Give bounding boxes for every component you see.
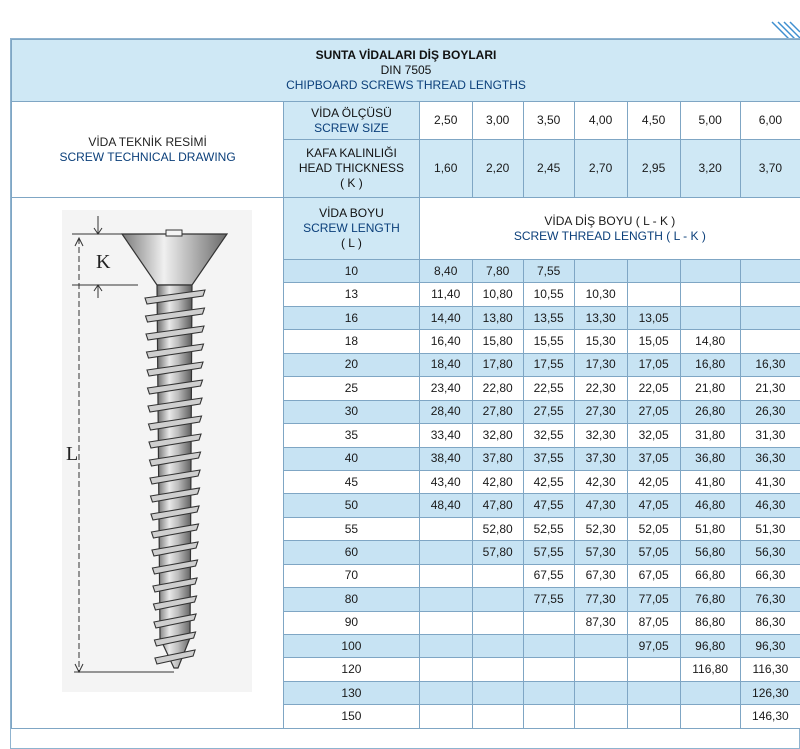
thread-length-value: 10,80 [472, 283, 523, 306]
thread-length-value [419, 635, 472, 658]
screw-length-header [284, 198, 420, 260]
screw-length-value: 130 [284, 681, 420, 704]
thread-length-value: 16,40 [419, 330, 472, 353]
k-dimension-label: K [96, 251, 111, 273]
thread-length-value: 31,80 [680, 424, 740, 447]
thread-length-value: 116,30 [740, 658, 800, 681]
thread-length-value [627, 681, 680, 704]
thread-length-value: 52,30 [574, 517, 627, 540]
thread-length-value [627, 658, 680, 681]
screw-size-header-english: SCREW SIZE [314, 120, 389, 135]
thread-length-value: 15,05 [627, 330, 680, 353]
thread-length-value [680, 705, 740, 729]
screw-size-header-turkish: VİDA ÖLÇÜSÜ [311, 105, 392, 120]
thread-length-value: 76,30 [740, 588, 800, 611]
screw-length-value: 18 [284, 330, 420, 353]
thread-length-value: 14,40 [419, 306, 472, 329]
thread-length-value [574, 260, 627, 283]
thread-length-value: 42,80 [472, 470, 523, 493]
thread-length-value [419, 705, 472, 729]
thread-length-value: 47,05 [627, 494, 680, 517]
thread-length-value [419, 658, 472, 681]
thread-length-value [419, 541, 472, 564]
drawing-label-cell [12, 102, 284, 198]
thread-length-value: 77,30 [574, 588, 627, 611]
thread-length-value: 22,05 [627, 377, 680, 400]
thread-length-value: 42,30 [574, 470, 627, 493]
thread-length-header-english: SCREW THREAD LENGTH ( L - K ) [513, 228, 706, 243]
thread-length-value [419, 611, 472, 634]
thread-length-value: 87,30 [574, 611, 627, 634]
thread-length-value: 76,80 [680, 588, 740, 611]
head-thickness-header-symbol: ( K ) [340, 176, 363, 190]
thread-length-value: 13,80 [472, 306, 523, 329]
thread-length-value: 51,30 [740, 517, 800, 540]
screw-length-value: 25 [284, 377, 420, 400]
screw-size-value: 4,50 [627, 102, 680, 140]
thread-length-value: 15,30 [574, 330, 627, 353]
thread-length-value: 32,55 [523, 424, 574, 447]
screw-size-value: 5,00 [680, 102, 740, 140]
screw-length-value: 16 [284, 306, 420, 329]
screw-length-value: 70 [284, 564, 420, 587]
title-turkish: SUNTA VİDALARI DİŞ BOYLARI [315, 48, 497, 62]
thread-length-value: 86,80 [680, 611, 740, 634]
screw-length-value: 90 [284, 611, 420, 634]
thread-length-value: 15,55 [523, 330, 574, 353]
thread-length-value [740, 306, 800, 329]
thread-length-value: 47,80 [472, 494, 523, 517]
screw-technical-drawing [12, 198, 277, 728]
screw-length-value: 100 [284, 635, 420, 658]
thread-length-value: 51,80 [680, 517, 740, 540]
thread-length-value [574, 681, 627, 704]
thread-length-value: 67,55 [523, 564, 574, 587]
thread-length-value: 31,30 [740, 424, 800, 447]
thread-length-value: 22,55 [523, 377, 574, 400]
thread-length-value [472, 635, 523, 658]
thread-length-value: 18,40 [419, 353, 472, 376]
thread-length-value [472, 681, 523, 704]
thread-length-value: 21,30 [740, 377, 800, 400]
head-thickness-header-english: HEAD THICKNESS [298, 161, 404, 175]
thread-length-value: 52,80 [472, 517, 523, 540]
thread-length-value: 11,40 [419, 283, 472, 306]
thread-length-value: 23,40 [419, 377, 472, 400]
thread-length-value: 33,40 [419, 424, 472, 447]
thread-length-value [419, 681, 472, 704]
thread-length-value: 21,80 [680, 377, 740, 400]
screw-length-value: 50 [284, 494, 420, 517]
thread-length-value: 17,30 [574, 353, 627, 376]
thread-length-value: 36,80 [680, 447, 740, 470]
thread-length-value: 77,55 [523, 588, 574, 611]
thread-length-value [523, 635, 574, 658]
thread-length-value: 87,05 [627, 611, 680, 634]
screw-length-value: 120 [284, 658, 420, 681]
thread-length-value: 116,80 [680, 658, 740, 681]
thread-length-value: 42,05 [627, 470, 680, 493]
thread-length-value: 52,55 [523, 517, 574, 540]
screw-length-value: 80 [284, 588, 420, 611]
screw-size-value: 3,50 [523, 102, 574, 140]
thread-length-value: 10,30 [574, 283, 627, 306]
thread-length-value [472, 588, 523, 611]
screw-length-value: 45 [284, 470, 420, 493]
head-thickness-value: 1,60 [419, 140, 472, 198]
thread-length-value: 10,55 [523, 283, 574, 306]
screw-length-value: 40 [284, 447, 420, 470]
thread-length-value [680, 306, 740, 329]
thread-length-value [627, 705, 680, 729]
thread-length-value [574, 705, 627, 729]
thread-length-value [472, 611, 523, 634]
screw-length-value: 150 [284, 705, 420, 729]
thread-length-value [627, 260, 680, 283]
thread-length-value: 57,30 [574, 541, 627, 564]
thread-length-value: 146,30 [740, 705, 800, 729]
head-thickness-value: 3,20 [680, 140, 740, 198]
head-thickness-value: 2,95 [627, 140, 680, 198]
thread-length-value: 86,30 [740, 611, 800, 634]
thread-length-header [419, 198, 800, 260]
drawing-label-turkish: VİDA TEKNİK RESİMİ [88, 134, 207, 149]
thread-length-value: 17,05 [627, 353, 680, 376]
thread-length-value: 22,80 [472, 377, 523, 400]
thread-length-value [523, 611, 574, 634]
thread-length-value: 13,55 [523, 306, 574, 329]
thread-length-value: 77,05 [627, 588, 680, 611]
thread-length-value: 22,30 [574, 377, 627, 400]
thread-length-value [680, 283, 740, 306]
thread-length-value: 66,30 [740, 564, 800, 587]
thread-length-value [680, 260, 740, 283]
thread-length-value: 26,80 [680, 400, 740, 423]
thread-length-value: 8,40 [419, 260, 472, 283]
screw-length-value: 35 [284, 424, 420, 447]
screw-length-value: 10 [284, 260, 420, 283]
screw-size-value: 2,50 [419, 102, 472, 140]
screw-length-header-symbol: ( L ) [340, 236, 362, 250]
thread-length-value: 36,30 [740, 447, 800, 470]
screw-length-value: 60 [284, 541, 420, 564]
thread-length-value: 56,30 [740, 541, 800, 564]
thread-length-value: 13,05 [627, 306, 680, 329]
thread-length-value: 27,05 [627, 400, 680, 423]
screw-length-value: 20 [284, 353, 420, 376]
thread-length-value [680, 681, 740, 704]
thread-length-value [472, 564, 523, 587]
thread-length-value [419, 517, 472, 540]
screw-size-value: 3,00 [472, 102, 523, 140]
thread-length-value: 47,30 [574, 494, 627, 517]
thread-length-table-frame [10, 38, 800, 749]
thread-length-value: 32,05 [627, 424, 680, 447]
thread-length-value: 57,05 [627, 541, 680, 564]
thread-length-value [472, 658, 523, 681]
title-english: CHIPBOARD SCREWS THREAD LENGTHS [286, 78, 526, 92]
thread-length-value: 97,05 [627, 635, 680, 658]
thread-length-value: 27,30 [574, 400, 627, 423]
head-thickness-value: 2,70 [574, 140, 627, 198]
thread-length-value: 26,30 [740, 400, 800, 423]
thread-length-value: 16,30 [740, 353, 800, 376]
thread-length-value: 27,80 [472, 400, 523, 423]
thread-length-value: 41,30 [740, 470, 800, 493]
thread-length-value [574, 635, 627, 658]
screw-length-value: 55 [284, 517, 420, 540]
thread-length-value: 17,80 [472, 353, 523, 376]
thread-length-value: 28,40 [419, 400, 472, 423]
title-standard: DIN 7505 [380, 63, 432, 77]
drawing-label-english: SCREW TECHNICAL DRAWING [59, 149, 236, 164]
thread-length-value: 57,55 [523, 541, 574, 564]
thread-length-value: 46,80 [680, 494, 740, 517]
thread-length-value: 38,40 [419, 447, 472, 470]
screw-length-header-turkish: VİDA BOYU [319, 206, 384, 220]
thread-length-value: 37,05 [627, 447, 680, 470]
thread-length-value: 67,05 [627, 564, 680, 587]
screw-drawing-cell [12, 198, 284, 729]
head-thickness-value: 3,70 [740, 140, 800, 198]
thread-length-value: 47,55 [523, 494, 574, 517]
table-title [12, 40, 800, 102]
thread-length-value: 126,30 [740, 681, 800, 704]
thread-length-value: 27,55 [523, 400, 574, 423]
thread-length-value: 7,80 [472, 260, 523, 283]
thread-length-value: 46,30 [740, 494, 800, 517]
thread-length-value: 17,55 [523, 353, 574, 376]
thread-length-table [11, 39, 800, 729]
thread-length-value: 15,80 [472, 330, 523, 353]
thread-length-value [627, 283, 680, 306]
thread-length-value [740, 283, 800, 306]
thread-length-header-turkish: VİDA DİŞ BOYU ( L - K ) [544, 213, 676, 228]
thread-length-value [419, 564, 472, 587]
thread-length-value: 32,30 [574, 424, 627, 447]
thread-length-value [740, 330, 800, 353]
head-thickness-value: 2,20 [472, 140, 523, 198]
thread-length-value: 37,55 [523, 447, 574, 470]
screw-length-value: 13 [284, 283, 420, 306]
head-thickness-header-turkish: KAFA KALINLIĞI [306, 146, 397, 160]
thread-length-value: 56,80 [680, 541, 740, 564]
thread-length-value: 43,40 [419, 470, 472, 493]
thread-length-value: 16,80 [680, 353, 740, 376]
thread-length-value: 37,80 [472, 447, 523, 470]
thread-length-value [523, 658, 574, 681]
thread-length-value: 57,80 [472, 541, 523, 564]
thread-length-value: 41,80 [680, 470, 740, 493]
l-dimension-label: L [66, 443, 79, 465]
thread-length-value [523, 705, 574, 729]
thread-length-value: 42,55 [523, 470, 574, 493]
thread-length-value [523, 681, 574, 704]
head-thickness-header [284, 140, 420, 198]
thread-length-value: 37,30 [574, 447, 627, 470]
thread-length-value: 32,80 [472, 424, 523, 447]
screw-length-header-english: SCREW LENGTH [303, 221, 400, 235]
thread-length-value: 96,30 [740, 635, 800, 658]
thread-length-value: 96,80 [680, 635, 740, 658]
thread-length-value: 13,30 [574, 306, 627, 329]
thread-length-value [740, 260, 800, 283]
head-thickness-value: 2,45 [523, 140, 574, 198]
thread-length-value: 14,80 [680, 330, 740, 353]
thread-length-value: 52,05 [627, 517, 680, 540]
thread-length-value [472, 705, 523, 729]
screw-length-value: 30 [284, 400, 420, 423]
thread-length-value: 48,40 [419, 494, 472, 517]
screw-size-value: 6,00 [740, 102, 800, 140]
screw-size-value: 4,00 [574, 102, 627, 140]
screw-size-header [284, 102, 420, 140]
thread-length-value: 67,30 [574, 564, 627, 587]
thread-length-value [419, 588, 472, 611]
thread-length-value: 66,80 [680, 564, 740, 587]
thread-length-value: 7,55 [523, 260, 574, 283]
thread-length-value [574, 658, 627, 681]
